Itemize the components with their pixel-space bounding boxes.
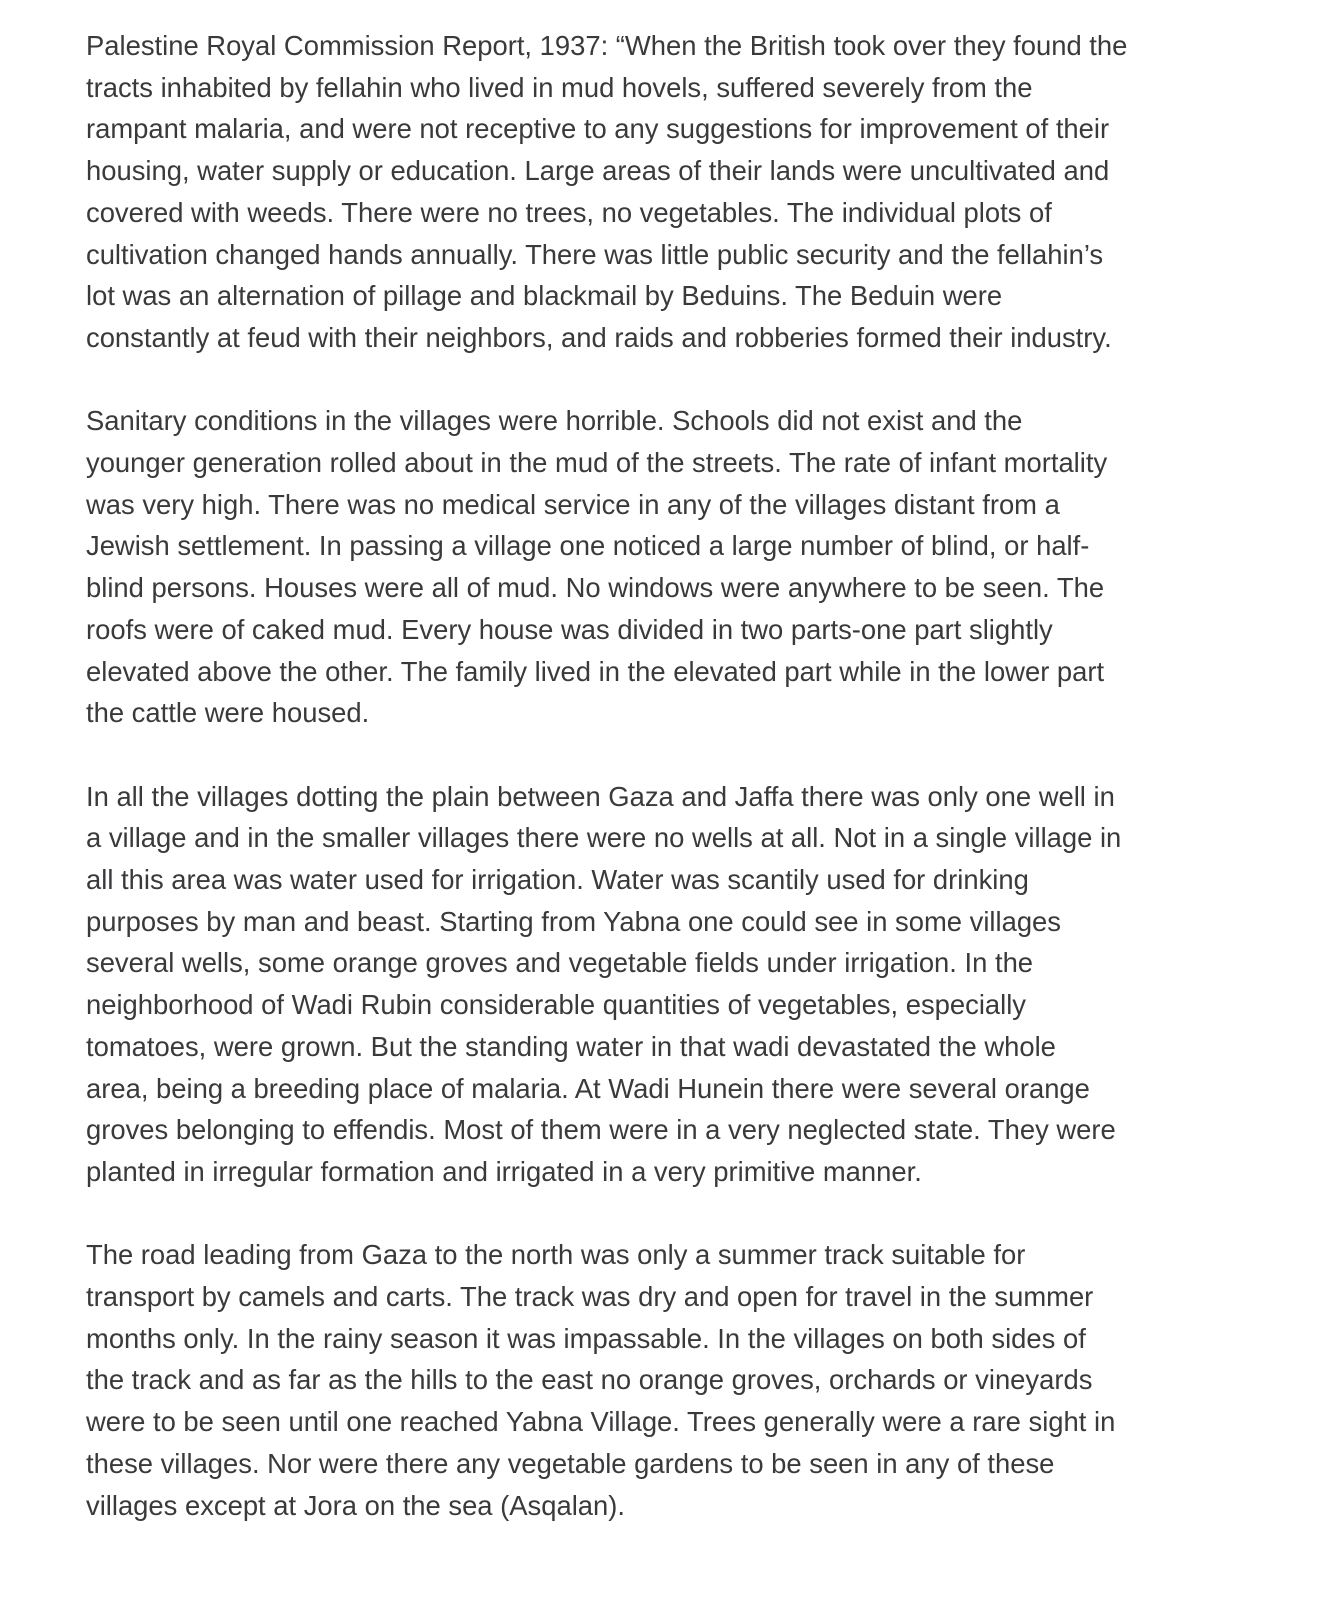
text-line: Palestine Royal Commission Report, 1937: “When the British took over they found the [86,30,1128,61]
text-line: were to be seen until one reached Yabna Village. Trees generally were a rare sight in [86,1406,1116,1438]
text-line: roofs were of caked mud. Every house was divided in two parts-one part slightly [86,613,1053,645]
text-line: younger generation rolled about in the mud of the streets. The rate of infant mortality [86,447,1108,479]
text-line: elevated above the other. The family lived in the elevated part while in the lower part [86,655,1105,687]
text-line: tomatoes, were grown. But the standing water in that wadi devastated the whole [86,1030,1056,1062]
paragraph-gap [86,1193,1246,1235]
text-line: a village and in the smaller villages there were no wells at all. Not in a single village in [86,822,1122,854]
text-line: Jewish settlement. In passing a village one noticed a large number of blind, or half- [86,530,1090,562]
text-line: the track and as far as the hills to the east no orange groves, orchards or vineyards [86,1364,1093,1396]
text-line: purposes by man and beast. Starting from Yabna one could see in some villages [86,905,1061,937]
text-line: rampant malaria, and were not receptive to any suggestions for improvement of their [86,113,1110,145]
text-line: In all the villages dotting the plain between Gaza and Jaffa there was only one well in [86,780,1115,812]
text-line: blind persons. Houses were all of mud. No windows were anywhere to be seen. The [86,572,1105,604]
text-line: neighborhood of Wadi Rubin considerable quantities of vegetables, especially [86,989,1027,1021]
paragraph-gap [86,359,1246,401]
text-line: area, being a breeding place of malaria. At Wadi Hunein there were several orange [86,1072,1090,1104]
text-line: transport by camels and carts. The track was dry and open for travel in the summer [86,1281,1094,1313]
text-line: constantly at feud with their neighbors, and raids and robberies formed their industry. [86,321,1112,353]
document-body [86,25,1246,1526]
text-line: all this area was water used for irrigation. Water was scantily used for drinking [86,864,1029,896]
text-line: these villages. Nor were there any vegetable gardens to be seen in any of these [86,1447,1055,1479]
text-line: The road leading from Gaza to the north was only a summer track suitable for [86,1239,1026,1271]
paragraph-4 [86,1234,1246,1526]
text-line: covered with weeds. There were no trees, no vegetables. The individual plots of [86,196,1052,228]
text-line: Sanitary conditions in the villages were horrible. Schools did not exist and the [86,405,1023,437]
text-line: several wells, some orange groves and vegetable fields under irrigation. In the [86,947,1034,979]
paragraph-2 [86,400,1246,734]
text-line: planted in irregular formation and irrigated in a very primitive manner. [86,1155,922,1187]
text-line: cultivation changed hands annually. There was little public security and the fellahin’s [86,238,1104,270]
paragraph-gap [86,734,1246,776]
text-line: tracts inhabited by fellahin who lived in mud hovels, suffered severely from the [86,71,1033,103]
paragraph-3 [86,776,1246,1193]
text-line: was very high. There was no medical service in any of the villages distant from a [86,488,1060,520]
text-line: housing, water supply or education. Large areas of their lands were uncultivated and [86,155,1110,187]
text-line: groves belonging to effendis. Most of them were in a very neglected state. They were [86,1114,1116,1146]
paragraph-1 [86,25,1246,359]
text-line: months only. In the rainy season it was impassable. In the villages on both sides of [86,1322,1086,1354]
text-line: lot was an alternation of pillage and blackmail by Beduins. The Beduin were [86,280,1003,312]
text-line: the cattle were housed. [86,697,370,729]
text-line: villages except at Jora on the sea (Asqalan). [86,1489,625,1521]
